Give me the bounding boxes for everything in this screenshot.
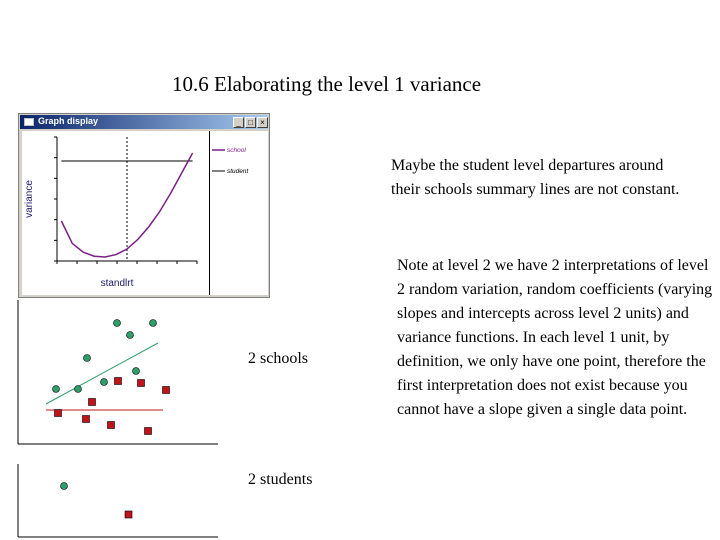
school-red-point: [138, 380, 145, 387]
legend-student-label: student: [227, 168, 249, 175]
school-green-point: [84, 355, 91, 362]
school-green-point: [150, 320, 157, 327]
school-green-fit-line: [46, 343, 158, 404]
graph-display-window: [18, 113, 270, 298]
window-titlebar[interactable]: [20, 115, 268, 129]
label-two-students: 2 students: [248, 471, 313, 488]
school-red-point: [115, 378, 122, 385]
school-green-point: [75, 386, 82, 393]
school-green-point: [53, 386, 60, 393]
maximize-icon[interactable]: □: [245, 117, 256, 128]
window-title: Graph display: [38, 116, 99, 126]
school-red-point: [83, 416, 90, 423]
school-red-point: [89, 399, 96, 406]
student-red-point: [125, 511, 132, 518]
slide-title: 10.6 Elaborating the level 1 variance: [172, 72, 482, 96]
school-red-point: [145, 428, 152, 435]
school-green-point: [114, 320, 121, 327]
school-red-point: [55, 410, 62, 417]
x-axis-label: standlrt: [100, 278, 134, 289]
minimize-icon[interactable]: _: [233, 117, 244, 128]
paragraph-departures: Maybe the student level departures around their schools summary lines are not constant.: [391, 157, 680, 198]
school-red-point: [163, 387, 170, 394]
school-red-point: [108, 422, 115, 429]
legend-school-label: school: [227, 147, 246, 154]
y-axis-label: variance: [24, 180, 35, 218]
close-icon[interactable]: ×: [257, 117, 268, 128]
school-green-point: [101, 379, 108, 386]
school-green-point: [127, 332, 134, 339]
graph-separator: [209, 131, 210, 295]
label-two-schools: 2 schools: [248, 350, 308, 367]
student-green-point: [61, 483, 68, 490]
app-icon: [24, 118, 34, 126]
school-green-point: [133, 368, 140, 375]
paragraph-interpretations: Note at level 2 we have 2 interpretations of level 2 random variation, random coefficients (varying slopes and intercepts across level 2 units) and variance functions. In each level 1 unit, by definition, we only have one point, therefore the first interpretation does not exist because you cannot have a slope given a single data point.: [397, 257, 713, 418]
variance-chart: [22, 131, 268, 295]
graph-area: [22, 131, 268, 295]
